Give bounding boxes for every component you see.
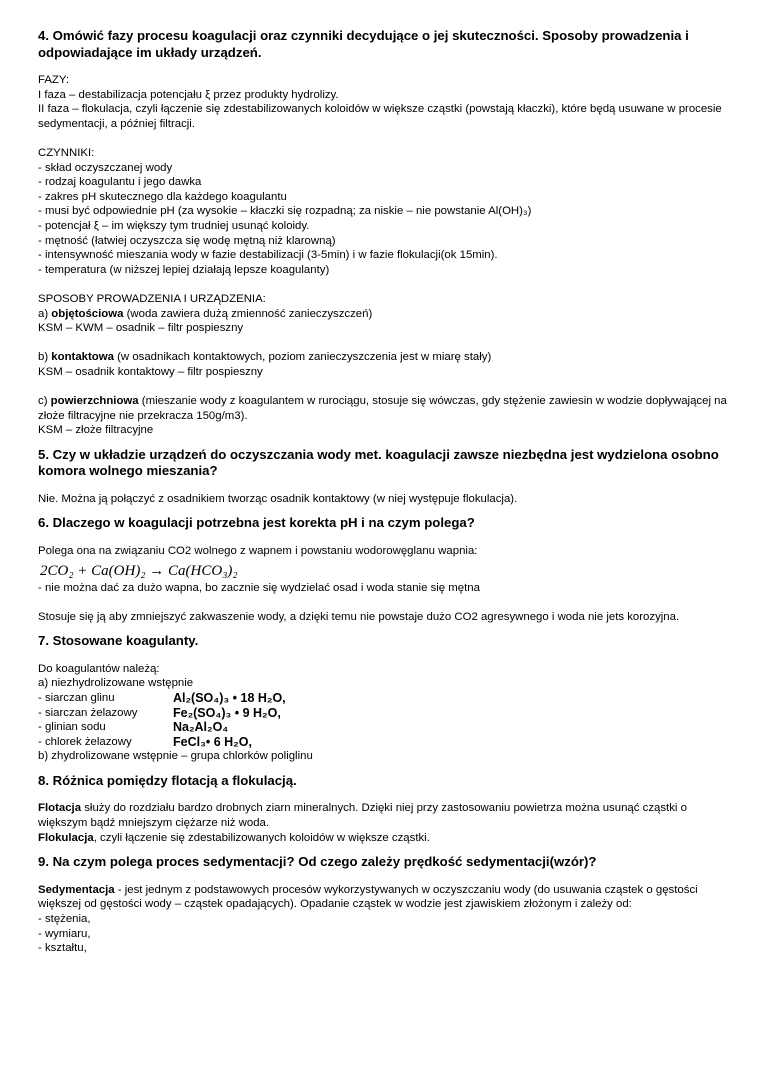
document-page bbox=[38, 28, 728, 956]
sedymentacja-definition: Sedymentacja - jest jednym z podstawowych procesów wykorzystywanych w oczyszczaniu wody (do usuwania cząstek o gęstości większej od gęstości wody – cząstek opadających). Opadanie cząstek w wodzie jest zjawiskiem złożonym i zależy od: bbox=[38, 883, 698, 911]
question-4-title: 4. Omówić fazy procesu koagulacji oraz czynniki decydujące o jej skuteczności. Sposoby prowadzenia i odpowiadające im układy urządzeń. bbox=[38, 28, 689, 60]
flokulacja-definition: Flokulacja, czyli łączenie się zdestabilizowanych koloidów w większe cząstki. bbox=[38, 831, 430, 844]
sposob-a: a) objętościowa (woda zawiera dużą zmienność zanieczyszczeń) bbox=[38, 307, 373, 320]
q6-paragraph-3: Stosuje się ją aby zmniejszyć zakwaszenie wody, a dzięki temu nie powstaje dużo CO2 agresywnego i woda nie jets korozyjna. bbox=[38, 610, 680, 623]
q7-intro: Do koagulantów należą: bbox=[38, 662, 160, 675]
list-item: - kształtu, bbox=[38, 942, 87, 955]
list-item: - wymiaru, bbox=[38, 927, 91, 940]
q6-paragraph-2: - nie można dać za dużo wapna, bo zacznie się wydzielać osad i woda stanie się mętna bbox=[38, 581, 480, 594]
q7-a: a) niezhydrolizowane wstępnie bbox=[38, 677, 194, 690]
czynnik-item: - rodzaj koagulantu i jego dawka bbox=[38, 176, 202, 189]
sposob-a-ksm: KSM – KWM – osadnik – filtr pospieszny bbox=[38, 322, 244, 335]
q6-paragraph-1: Polega ona na związaniu CO2 wolnego z wapnem i powstaniu wodorowęglanu wapnia: bbox=[38, 544, 478, 557]
czynnik-item: - musi być odpowiednie pH (za wysokie – kłaczki się rozpadną; za niskie – nie powstanie Al(OH)₃) bbox=[38, 205, 532, 218]
czynnik-item: - potencjał ξ – im większy tym trudniej usunąć koloidy. bbox=[38, 219, 310, 232]
faza-2: II faza – flokulacja, czyli łączenie się zdestabilizowanych koloidów w większe cząstki (powstają kłaczki), które będą usuwane w procesie sedymentacji, a później filtracji. bbox=[38, 103, 722, 130]
czynniki-header: CZYNNIKI: bbox=[38, 146, 95, 159]
list-item: - stężenia, bbox=[38, 912, 91, 925]
sposoby-header: SPOSOBY PROWADZENIA I URZĄDZENIA: bbox=[38, 292, 266, 305]
faza-1: I faza – destabilizacja potencjału ξ przez produkty hydrolizy. bbox=[38, 88, 339, 101]
koagulant-row: - chlorek żelazowy FeCl₃• 6 H₂O, bbox=[38, 734, 252, 749]
czynnik-item: - intensywność mieszania wody w fazie destabilizacji (3-5min) i w fazie flokulacji(ok 15min). bbox=[38, 249, 498, 262]
koagulant-row: - siarczan żelazowy Fe₂(SO₄)₃ • 9 H₂O, bbox=[38, 705, 281, 720]
sposob-b: b) kontaktowa (w osadnikach kontaktowych, poziom zanieczyszczenia jest w miarę stały) bbox=[38, 351, 492, 364]
chemical-formula: 2CO₂ + Ca(OH)₂ → Ca(HCO₃)₂ bbox=[40, 562, 238, 579]
question-7-title: 7. Stosowane koagulanty. bbox=[38, 633, 199, 649]
koagulant-row: - glinian sodu Na₂Al₂O₄ bbox=[38, 720, 229, 735]
czynnik-item: - skład oczyszczanej wody bbox=[38, 161, 173, 174]
sposob-c-ksm: KSM – złoże filtracyjne bbox=[38, 424, 154, 437]
question-5-title: 5. Czy w układzie urządzeń do oczyszczania wody met. koagulacji zawsze niezbędna jest wydzielona osobno komora wolnego mieszania? bbox=[38, 446, 719, 479]
question-6-title: 6. Dlaczego w koagulacji potrzebna jest korekta pH i na czym polega? bbox=[38, 515, 475, 531]
question-5-answer: Nie. Można ją połączyć z osadnikiem tworząc osadnik kontaktowy (w niej występuje flokulacja). bbox=[38, 492, 518, 505]
sposob-c: c) powierzchniowa (mieszanie wody z koagulantem w rurociągu, stosuje się wówczas, gdy stężenie zawiesin w wodzie dopływającej na złoże filtracyjne nie przekracza 150g/m3). bbox=[38, 395, 727, 422]
q7-b: b) zhydrolizowane wstępnie – grupa chlorków poliglinu bbox=[38, 750, 313, 763]
czynnik-item: - temperatura (w niższej lepiej działają lepsze koagulanty) bbox=[38, 263, 330, 276]
question-8-title: 8. Różnica pomiędzy flotacją a flokulacją. bbox=[38, 772, 297, 788]
koagulant-row: - siarczan glinu Al₂(SO₄)₃ • 18 H₂O, bbox=[38, 691, 286, 705]
flotacja-definition: Flotacja służy do rozdziału bardzo drobnych ziarn mineralnych. Dzięki niej przy zastosowaniu powietrza można usunąć cząstki o większym bądź mniejszym ciężarze niż woda. bbox=[38, 802, 687, 830]
czynnik-item: - zakres pH skutecznego dla każdego koagulantu bbox=[38, 190, 287, 203]
fazy-header: FAZY: bbox=[38, 74, 70, 86]
czynnik-item: - mętność (łatwiej oczyszcza się wodę mętną niż klarowną) bbox=[38, 234, 336, 247]
question-9-title: 9. Na czym polega proces sedymentacji? Od czego zależy prędkość sedymentacji(wzór)? bbox=[38, 854, 597, 870]
sposob-b-ksm: KSM – osadnik kontaktowy – filtr pospieszny bbox=[38, 365, 263, 378]
